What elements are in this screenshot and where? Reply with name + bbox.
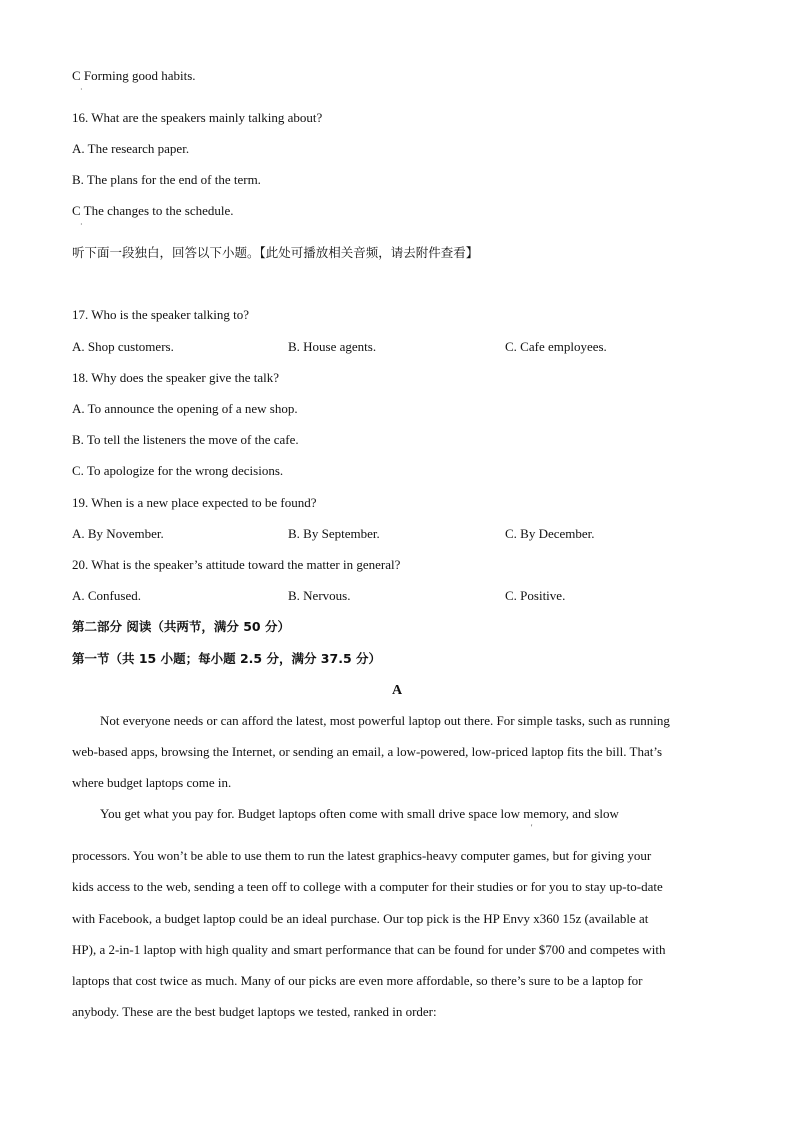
q19-option-c: C. By December.	[505, 526, 595, 541]
passage-line: anybody. These are the best budget laptops we tested, ranked in order:	[72, 1004, 437, 1019]
passage-line: where budget laptops come in.	[72, 775, 232, 790]
q18-option-b: B. To tell the listeners the move of the cafe.	[72, 432, 299, 447]
q16-question: 16. What are the speakers mainly talking about?	[72, 110, 323, 125]
passage-line: laptops that cost twice as much. Many of our picks are even more affordable, so there’s sure to be a laptop for	[72, 973, 643, 988]
punctuation-dot: ·	[80, 220, 83, 229]
q17-option-a: A. Shop customers.	[72, 339, 174, 354]
passage-line: You get what you pay for. Budget laptops often come with small drive space low memory, and slow	[100, 806, 619, 821]
q18-question: 18. Why does the speaker give the talk?	[72, 370, 279, 385]
q19-option-b: B. By September.	[288, 526, 380, 541]
passage-line: processors. You won’t be able to use them to run the latest graphics-heavy computer games, but for giving your	[72, 848, 652, 863]
punctuation-dot: ·	[80, 85, 83, 94]
section1-heading: 第一节（共 15 小题；每小题 2.5 分，满分 37.5 分）	[72, 651, 381, 666]
q20-question: 20. What is the speaker’s attitude toward the matter in general?	[72, 557, 401, 572]
q15-option-c: C Forming good habits.	[72, 68, 196, 83]
passage-line: with Facebook, a budget laptop could be an ideal purchase. Our top pick is the HP Envy x360 15z (available at	[72, 911, 649, 926]
q19-option-a: A. By November.	[72, 526, 164, 541]
part2-heading: 第二部分 阅读（共两节，满分 50 分）	[72, 619, 290, 634]
passage-line: kids access to the web, sending a teen off to college with a computer for their studies or for you to stay up-to-date	[72, 879, 663, 894]
passage-line: Not everyone needs or can afford the latest, most powerful laptop out there. For simple tasks, such as running	[100, 713, 670, 728]
punctuation-dot: '	[531, 823, 533, 832]
q16-option-b: B. The plans for the end of the term.	[72, 172, 261, 187]
q18-option-c: C. To apologize for the wrong decisions.	[72, 463, 284, 478]
q20-option-c: C. Positive.	[505, 588, 566, 603]
q18-option-a: A. To announce the opening of a new shop.	[72, 401, 298, 416]
monologue-instruction: 听下面一段独白，回答以下小题。【此处可播放相关音频，请去附件查看】	[72, 245, 479, 260]
q20-option-b: B. Nervous.	[288, 588, 351, 603]
passage-label: A	[391, 683, 403, 698]
passage-line: web-based apps, browsing the Internet, or sending an email, a low-powered, low-priced laptop fits the bill. That’s	[72, 744, 663, 759]
passage-line: HP), a 2-in-1 laptop with high quality and smart performance that can be found for under $700 and competes with	[72, 942, 666, 957]
q16-option-a: A. The research paper.	[72, 141, 190, 156]
q17-option-c: C. Cafe employees.	[505, 339, 607, 354]
q17-question: 17. Who is the speaker talking to?	[72, 307, 250, 322]
q16-option-c: C The changes to the schedule.	[72, 203, 234, 218]
q20-option-a: A. Confused.	[72, 588, 141, 603]
q17-option-b: B. House agents.	[288, 339, 377, 354]
q19-question: 19. When is a new place expected to be found?	[72, 495, 317, 510]
